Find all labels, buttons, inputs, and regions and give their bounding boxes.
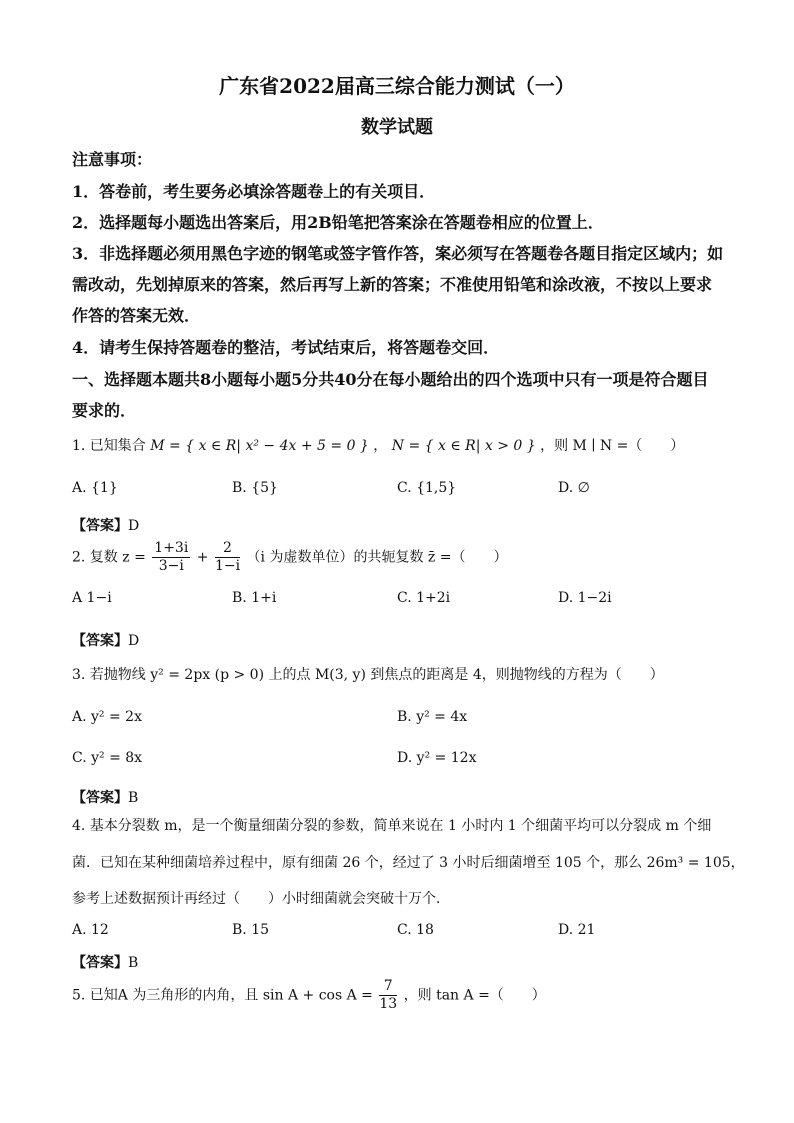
- question-2-fraction-2-numerator: 2: [215, 540, 240, 558]
- question-2-answer-value: D: [128, 633, 140, 649]
- question-2-prefix: 2. 复数 z =: [72, 549, 146, 566]
- notice-line-4: 需改动，先划掉原来的答案，然后再写上新的答案；不准使用铅笔和涂改液，不按以上要求: [72, 275, 713, 294]
- question-2: [72, 540, 507, 575]
- question-4-line-3: 参考上述数据预计再经过（ ）小时细菌就会突破十万个．: [72, 891, 450, 907]
- question-5-fraction-numerator: 7: [379, 978, 397, 996]
- answer-label: 【答案】: [72, 955, 128, 971]
- question-1-option-b: B. {5}: [232, 480, 278, 496]
- question-3-option-d: D. y² = 12x: [397, 750, 477, 766]
- question-2-fraction-2-denominator: 1−i: [214, 558, 241, 574]
- question-2-fraction-1-numerator: 1+3i: [154, 540, 189, 556]
- question-2-option-d: D. 1−2i: [558, 590, 612, 606]
- question-1: [72, 437, 684, 455]
- notice-heading: 注意事项：: [72, 150, 153, 169]
- question-3-answer-value: B: [128, 790, 139, 806]
- notice-line-6: 4．请考生保持答题卷的整洁，考试结束后，将答题卷交回．: [72, 338, 500, 357]
- question-2-option-c: C. 1+2i: [397, 590, 451, 606]
- question-3-option-c: C. y² = 8x: [72, 750, 143, 766]
- question-3-option-b: B. y² = 4x: [397, 709, 468, 725]
- question-1-option-c: C. {1,5}: [397, 480, 457, 496]
- question-2-fraction-1: [152, 540, 190, 575]
- section-heading-line-2: 要求的．: [72, 401, 137, 420]
- question-1-option-a: A. {1}: [72, 480, 118, 496]
- question-3: 3. 若抛物线 y² = 2px (p > 0) 上的点 M(3, y) 到焦点的距离是 4，则抛物线的方程为（ ）: [72, 667, 664, 683]
- notice-line-2: 2．选择题每小题选出答案后，用2B铅笔把答案涂在答题卷相应的位置上．: [72, 213, 604, 232]
- notice-line-1: 1．答卷前，考生要务必填涂答题卷上的有关项目．: [72, 182, 436, 201]
- question-3-answer: [72, 787, 138, 807]
- section-heading-line-1: 一、选择题本题共8小题每小题5分共40分在每小题给出的四个选项中只有一项是符合题目: [72, 370, 709, 389]
- question-4-answer-value: B: [128, 955, 139, 971]
- question-4-option-d: D. 21: [558, 922, 596, 938]
- question-1-tail: ，则 M ∣ N =（ ）: [540, 438, 685, 454]
- answer-label: 【答案】: [72, 790, 128, 806]
- question-1-answer: [72, 515, 139, 535]
- question-5-fraction: [379, 978, 397, 1013]
- question-1-option-d: D. ∅: [558, 480, 590, 496]
- question-5-tail: ，则 tan A =（ ）: [403, 987, 546, 1004]
- question-4-option-b: B. 15: [232, 922, 270, 938]
- question-4-option-a: A. 12: [72, 922, 109, 938]
- question-3-option-a: A. y² = 2x: [72, 709, 142, 725]
- question-2-fraction-1-denominator: 3−i: [158, 558, 184, 574]
- answer-label: 【答案】: [72, 633, 128, 649]
- question-2-tail: （i 为虚数单位）的共轭复数 z̄ =（ ）: [246, 549, 508, 566]
- question-4-option-c: C. 18: [397, 922, 434, 938]
- notice-line-5: 作答的答案无效．: [72, 306, 201, 325]
- question-1-prefix: 1. 已知集合: [72, 438, 146, 454]
- question-5: [72, 978, 546, 1013]
- question-5-fraction-denominator: 13: [379, 996, 398, 1012]
- question-2-option-a: A 1−i: [72, 590, 112, 606]
- question-1-answer-value: D: [128, 518, 140, 534]
- question-4-line-1: 4. 基本分裂数 m，是一个衡量细菌分裂的参数，简单来说在 1 小时内 1 个细菌平均可以分裂成 m 个细: [72, 818, 712, 834]
- question-2-answer: [72, 630, 139, 650]
- notice-line-3: 3．非选择题必须用黑色字迹的钢笔或签字管作答，案必须写在答题卷各题目指定区域内；如: [72, 244, 724, 263]
- page-subtitle: 数学试题: [361, 117, 433, 138]
- question-1-sep: ，: [373, 438, 388, 454]
- question-4-line-2: 菌．已知在某种细菌培养过程中，原有细菌 26 个，经过了 3 小时后细菌增至 105 个，那么 26m³ = 105，: [72, 855, 745, 871]
- answer-label: 【答案】: [72, 518, 128, 534]
- question-4-answer: [72, 952, 138, 972]
- question-5-prefix: 5. 已知A 为三角形的内角，且 sin A + cos A =: [72, 987, 373, 1004]
- question-1-set-n: N = { x ∈ R| x > 0 }: [391, 438, 536, 454]
- page-title: 广东省2022届高三综合能力测试（一）: [219, 74, 575, 98]
- question-2-fraction-2: [215, 540, 240, 575]
- question-2-plus: +: [196, 549, 209, 566]
- question-2-option-b: B. 1+i: [232, 590, 277, 606]
- question-1-set-m: M = { x ∈ R| x² − 4x + 5 = 0 }: [150, 438, 369, 454]
